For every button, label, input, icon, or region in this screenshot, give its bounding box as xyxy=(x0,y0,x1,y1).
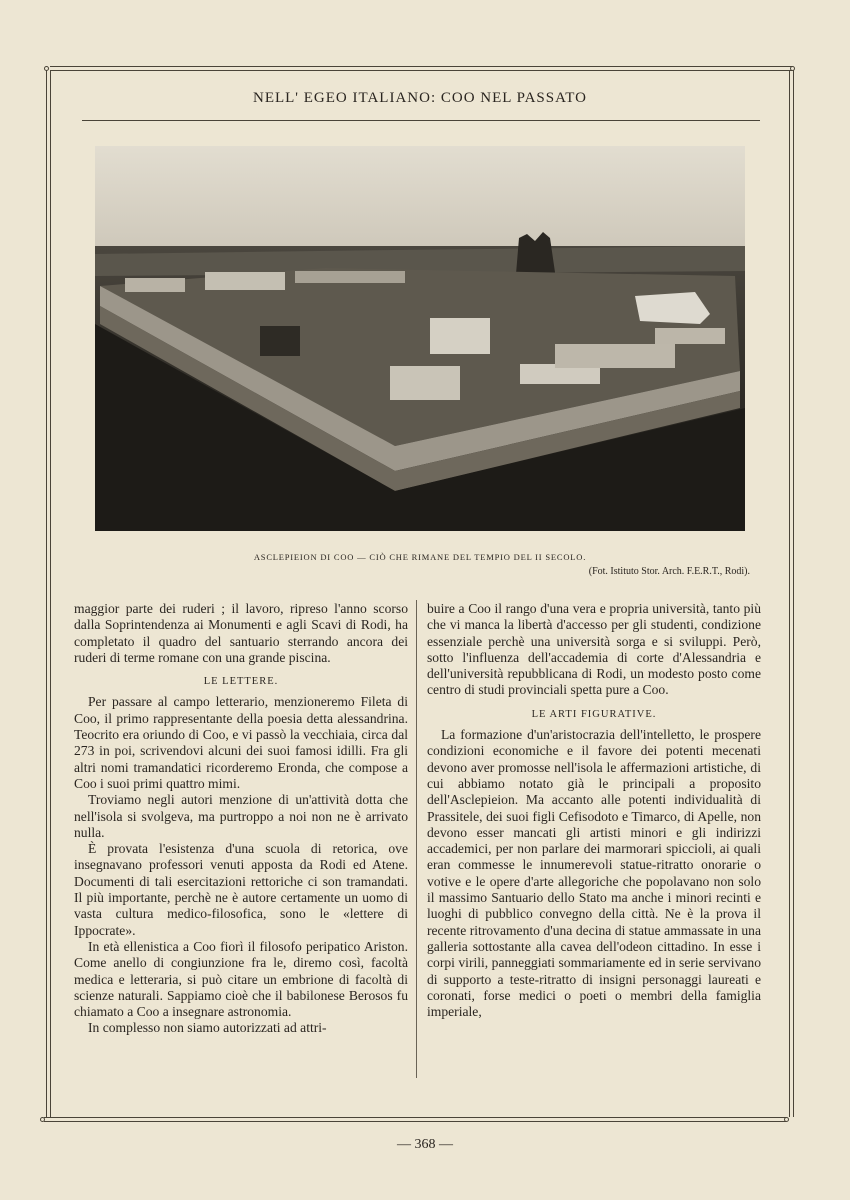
frame-bottom-rule xyxy=(44,1117,786,1118)
running-header: NELL' EGEO ITALIANO: COO NEL PASSATO xyxy=(252,90,588,106)
asclepieion-photograph xyxy=(95,146,745,531)
left-column xyxy=(74,601,408,1037)
frame-corner-ornament xyxy=(44,66,49,71)
frame-top-rule xyxy=(50,66,792,67)
paragraph: La formazione d'un'aristocrazia dell'intelletto, le prospere condizioni economiche e il favore dei potenti mecenati devono aver promosse nell'isola le affermazioni artistiche, di cui abbiamo notato già le principali a proposito dell'Asclepieion. Ma accanto alle potenti individualità di Prassitele, dei suoi figli Cefisodoto e Timarco, di Apelle, non devono esser mancati gli artisti minori e gli indirizzi accademici, per non parlare dei marmorari spiccioli, ai quali eran commesse le innumerevoli statue-ritratto onorarie o votive e le opere d'arte allegoriche che popolavano non solo il massimo Santuario dello Stato ma anche i minori recinti e luoghi di pubblico convegno della città. Ne è la prova il recente ritrovamento d'una decina di statue ammassate in una galleria sottostante alla cavea dell'odeon cittadino. In esse i corpi virili, panneggiati sommariamente ed in serie servivano di supporto a teste-ritratto di insigni personaggi laureati e coronati, forse medici o poeti o membri della famiglia imperiale, xyxy=(427,727,761,1020)
frame-right-rule-inner xyxy=(793,70,794,1117)
frame-corner-ornament xyxy=(784,1117,789,1122)
photo-caption: ASCLEPIEION DI COO — CIÒ CHE RIMANE DEL TEMPIO DEL II SECOLO. xyxy=(253,552,587,562)
paragraph: In età ellenistica a Coo fiorì il filosofo peripatico Ariston. Come anello di congiunzione fra le, diremo così, facoltà medica e letteraria, si può citare un embrione di facoltà di scienze naturali. Sappiamo cioè che il babilonese Berosos fu chiamato a Coo a insegnare astronomia. xyxy=(74,938,408,1020)
header-rule xyxy=(82,120,760,121)
paragraph: Per passare al campo letterario, menzioneremo Fileta di Coo, il primo rappresentante della poesia detta alessandrina. Teocrito era oriundo di Coo, e vi passò la vecchiaia, circa dal 273 in poi, scrivendovi alcuni dei suoi famosi idilli. Fra gli altri nomi tramandatici ricorderemo Eronda, che compose a Coo i suoi primi quattro mimi. xyxy=(74,694,408,791)
section-heading-lettere: LE LETTERE. xyxy=(203,676,279,688)
frame-corner-ornament xyxy=(790,66,795,71)
right-column xyxy=(427,601,761,1020)
frame-left-rule xyxy=(46,70,47,1117)
paragraph: In complesso non siamo autorizzati ad attri- xyxy=(88,1020,327,1036)
frame-bottom-rule-inner xyxy=(44,1121,786,1122)
frame-right-rule xyxy=(789,70,790,1117)
page-number: — 368 — xyxy=(397,1137,453,1152)
column-divider xyxy=(416,600,417,1078)
frame-top-rule-inner xyxy=(50,70,792,71)
paragraph: È provata l'esistenza d'una scuola di retorica, ove insegnavano professori venuti apposta da Rodi ed Atene. Documenti di tali esercitazioni rettoriche ci son tramandati. Il più importante, perchè ne è autore certamente un uomo di vasta cultura medico-filosofica, sono le «lettere di Ippocrate». xyxy=(74,841,408,938)
paragraph: Troviamo negli autori menzione di un'attività dotta che nell'isola si svolgeva, ma purtroppo a noi non ne è arrivato nulla. xyxy=(74,792,408,840)
frame-corner-ornament xyxy=(40,1117,45,1122)
section-heading-arti-figurative: LE ARTI FIGURATIVE. xyxy=(531,708,657,720)
frame-left-rule-inner xyxy=(50,70,51,1117)
paragraph: maggior parte dei ruderi ; il lavoro, ripreso l'anno scorso dalla Soprintendenza ai Monumenti e agli Scavi di Rodi, ha completato il quadro del santuario sterrando ancora dei ruderi di terme romane con una grande piscina. xyxy=(74,601,408,665)
paragraph: buire a Coo il rango d'una vera e propria università, tanto più che vi manca la libertà d'accesso per gli studenti, condizione essenziale perchè una università sorga e si sviluppi. Però, sotto l'influenza dell'accademia di corte d'Alessandria e dell'università repubblicana di Rodi, un modesto posto come centro di studi provinciali spetta pure a Coo. xyxy=(427,601,761,698)
photo-credit: (Fot. Istituto Stor. Arch. F.E.R.T., Rodi). xyxy=(588,566,750,577)
